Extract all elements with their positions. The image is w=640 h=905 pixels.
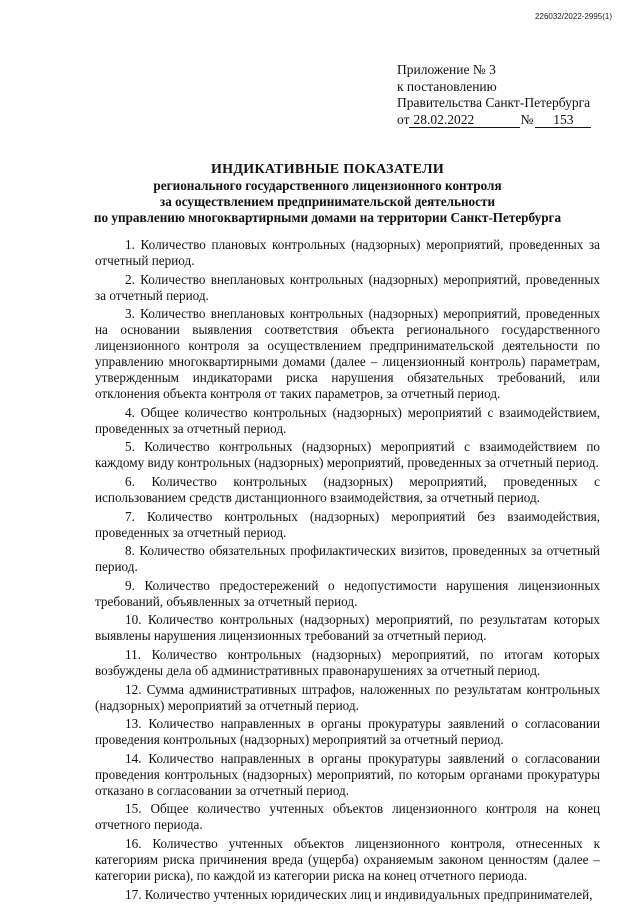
indicator-list bbox=[95, 237, 600, 905]
list-item: 10. Количество контрольных (надзорных) мероприятий, по результатам которых выявлены нарушения лицензионных требований за отчетный период. bbox=[95, 612, 600, 644]
appendix-line-2: к постановлению bbox=[397, 78, 497, 94]
appendix-date-line bbox=[397, 112, 591, 129]
list-item: 14. Количество направленных в органы прокуратуры заявлений о согласовании проведения контрольных (надзорных) мероприятий, по которым органами прокуратуры отказано в согласовании за отчетный период. bbox=[95, 750, 600, 798]
list-item: 4. Общее количество контрольных (надзорных) мероприятий с взаимодействием, проведенных за отчетный период. bbox=[95, 404, 600, 436]
appendix-block bbox=[397, 62, 591, 128]
list-item: 6. Количество контрольных (надзорных) мероприятий, проведенных с использованием средств дистанционного взаимодействия, за отчетный период. bbox=[95, 473, 600, 505]
list-item: 7. Количество контрольных (надзорных) мероприятий без взаимодействия, проведенных за отчетный период. bbox=[95, 508, 600, 540]
appendix-line-3: Правительства Санкт-Петербурга bbox=[397, 95, 591, 110]
document-number: 226032/2022-2995(1) bbox=[535, 12, 612, 21]
list-item: 3. Количество внеплановых контрольных (надзорных) мероприятий, проведенных на основании выявления соответствия объекта регионального государственного лицензионного контроля за осуществлением предпринимательской деятельности по управлению многоквартирными домами (далее – лицензионный контроль) параметрам, утвержденным индикаторами риска нарушения обязательных требований, или отклонения объекта контроля от таких параметров, за отчетный период. bbox=[95, 306, 600, 402]
list-item: 1. Количество плановых контрольных (надзорных) мероприятий, проведенных за отчетный период. bbox=[95, 237, 600, 268]
list-item: 8. Количество обязательных профилактических визитов, проведенных за отчетный период. bbox=[95, 543, 600, 575]
list-item: 2. Количество внеплановых контрольных (надзорных) мероприятий, проведенных за отчетный период. bbox=[95, 271, 600, 303]
number-prefix: № bbox=[520, 111, 534, 127]
decree-date: 28.02.2022 bbox=[409, 113, 520, 128]
list-item: 16. Количество учтенных объектов лицензионного контроля, отнесенных к категориям риска причинения вреда (ущерба) охраняемым законом ценностям (далее – категории риска), по каждой из категории риска на конец отчетного периода. bbox=[95, 835, 600, 883]
list-item: 15. Общее количество учтенных объектов лицензионного контроля на конец отчетного периода. bbox=[95, 801, 600, 833]
list-item: 12. Сумма административных штрафов, наложенных по результатам контрольных (надзорных) мероприятий за отчетный период. bbox=[95, 681, 600, 713]
title-main: ИНДИКАТИВНЫЕ ПОКАЗАТЕЛИ bbox=[210, 162, 445, 177]
list-item: 5. Количество контрольных (надзорных) мероприятий с взаимодействием по каждому виду контрольных (надзорных) мероприятий, проведенных за отчетный период. bbox=[95, 439, 600, 471]
title-line-4: по управлению многоквартирными домами на территории Санкт-Петербурга bbox=[93, 210, 562, 225]
title-line-3: за осуществлением предпринимательской деятельности bbox=[159, 194, 496, 209]
document-title bbox=[60, 162, 595, 226]
list-item: 9. Количество предостережений о недопустимости нарушения лицензионных требований, объявленных за отчетный период. bbox=[95, 577, 600, 609]
list-item: 13. Количество направленных в органы прокуратуры заявлений о согласовании проведения контрольных (надзорных) мероприятий за отчетный период. bbox=[95, 716, 600, 748]
title-line-2: регионального государственного лицензионного контроля bbox=[153, 178, 502, 193]
appendix-line-1: Приложение № 3 bbox=[397, 62, 496, 77]
list-item: 17. Количество учтенных юридических лиц и индивидуальных предпринимателей, bbox=[125, 886, 593, 902]
decree-number: 153 bbox=[535, 113, 591, 128]
list-item: 11. Количество контрольных (надзорных) мероприятий, по итогам которых возбуждены дела об административных правонарушениях за отчетный период. bbox=[95, 646, 600, 678]
date-prefix: от bbox=[397, 111, 410, 127]
